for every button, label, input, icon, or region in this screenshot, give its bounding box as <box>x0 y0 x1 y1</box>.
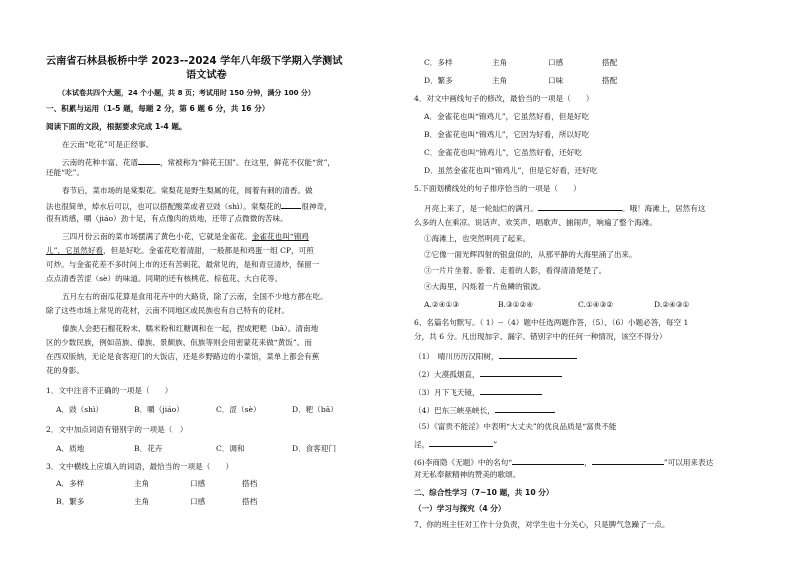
answer-blank[interactable] <box>592 456 664 465</box>
underlined-sentence: 儿”，它虽然好看 <box>46 246 104 255</box>
passage-line: 可炒。与金雀花差不多时间上市的还有苦刺花，最常见的，是和青豆清炒，保留一 <box>46 260 320 269</box>
option-word: 搭档 <box>242 497 258 506</box>
passage-line: 春节后，菜市场的是棠梨花。棠梨花是野生梨属的花，闻着有刺的清香。做 <box>62 186 313 195</box>
exam-note: （本试卷共四个大题，24 个小题，共 8 页；考试用时 150 分钟，满分 100 分） <box>58 89 315 97</box>
section-heading-1: 一、积累与运用（1-5 题，每题 2 分，第 6 题 6 分，共 16 分） <box>46 104 270 113</box>
option[interactable]: D．食客迎门 <box>292 444 337 453</box>
passage-line: 很有质感，嚼（jiáo）劲十足，有点像肉的质地，还带了点微微的苦味。 <box>46 214 288 223</box>
option-word: 搭配 <box>602 58 618 67</box>
passage-line: 在西双版纳，无论是食客迎门的大饭店，还是乡野路边的小菜馆，菜单上都会有蕉 <box>46 352 320 361</box>
passage-line: 点点清香苦涩（sè）的味道。同期的还有核桃花、棕苞花、大白花等。 <box>46 274 283 283</box>
exam-title: 云南省石林县板桥中学 2023--2024 学年八年级下学期入学测试 <box>46 56 343 67</box>
option-word: 主角 <box>134 479 150 488</box>
question-2: 2．文中加点词语有错别字的一项是（ ） <box>46 425 188 434</box>
option[interactable]: C．调和 <box>216 444 245 453</box>
subsection-heading: （一）学习与探究（4 分） <box>414 504 506 513</box>
fill-blank <box>538 202 622 211</box>
option[interactable]: C．金雀花也叫“锦鸡儿”，它虽然好看，还好吃 <box>424 148 582 157</box>
passage-line: 月亮上来了，是一轮灿烂的满月。 。哦！海滩上，居然有这 <box>424 204 706 213</box>
section-heading-2: 二、综合性学习（7~10 题，共 10 分） <box>414 488 554 497</box>
passage-line: 区的少数民族，例如苗族、傣族、景颇族、佤族等则会用密蒙花来做“黄饭”。而 <box>46 338 312 347</box>
answer-blank[interactable] <box>512 456 584 465</box>
option[interactable]: A.②④①③ <box>424 300 460 309</box>
option[interactable]: B．嚼（jiáo） <box>134 405 184 414</box>
recite-item: (6)李商隐《无题》中的名句“ ， ”可以用来表达 <box>414 458 714 467</box>
sentence-choice: ②它像一面光辉四射的银盘似的，从那平静的大海里涌了出来。 <box>424 250 637 259</box>
sentence-choice: ①海滩上，也突然明亮了起来。 <box>424 234 531 243</box>
recite-item: 对无私奉献精神的赞美的歌颂。 <box>414 470 521 479</box>
option[interactable]: A．质地 <box>56 444 85 453</box>
passage-line: 么多的人在乘凉。说话声、欢笑声、唱歌声、捕闹声，响遍了整个海滩。 <box>414 218 657 227</box>
option-word: 主角 <box>134 497 150 506</box>
option[interactable]: C．多样 <box>424 58 453 67</box>
question-6: 6、名篇名句默写。（ 1）--（4）题中任选两题作答，（5）、（6）小题必答，每空 1 <box>414 318 689 327</box>
passage-line: 除了这些市场上常见的花材，云南不同地区或民族也有自己特有的花材。 <box>46 306 289 315</box>
exam-subtitle: 语文试卷 <box>186 70 227 81</box>
option-word: 口感 <box>548 58 564 67</box>
answer-blank[interactable] <box>495 404 555 413</box>
reading-instruction: 阅读下面的文段，根据要求完成 1-4 题。 <box>46 122 187 131</box>
sentence-choice: ④大海里，闪烁着一片鱼鳞的银波。 <box>424 282 546 291</box>
option[interactable]: D．粑（bā） <box>292 405 338 414</box>
recite-item: （4）巴东三峡巫峡长， <box>414 404 555 416</box>
option[interactable]: D．繁多 <box>424 76 453 85</box>
option-word: 口感 <box>190 479 206 488</box>
passage-line: 法也很简单，焯水后可以，也可以搭配酸菜或者豆豉（shì）。棠梨花的 很神奇， <box>46 202 332 211</box>
answer-blank[interactable] <box>480 386 542 395</box>
passage-line: 儿”，它虽然好看，但是好吃。金雀花吃着清甜，一般都是和鸡蛋一组 CP，可煎 <box>46 246 314 255</box>
fill-blank <box>281 200 301 209</box>
passage-line: 还能“吃”。 <box>46 168 85 177</box>
option[interactable]: A．金雀花也叫“锦鸡儿”，它虽然好看，但是好吃 <box>424 112 590 121</box>
option[interactable]: B．金雀花也叫“锦鸡儿”，它因为好看，所以好吃 <box>424 130 590 139</box>
recite-item: 淫， ” <box>414 440 498 449</box>
option-word: 口感 <box>190 497 206 506</box>
recite-item: （5）《富贵不能淫》中表明“大丈夫”的优良品质是“富贵不能 <box>414 422 617 431</box>
option-word: 主角 <box>492 58 508 67</box>
option[interactable]: B.③①②④ <box>498 300 534 309</box>
recite-item: （1） 晴川历历汉阳树， <box>414 350 577 362</box>
question-1: 1．文中注音不正确的一项是（ ） <box>46 386 173 395</box>
passage-line: 云南的花种丰富、花谱 ，常被称为“鲜花王国”。在这里，鲜花不仅能“赏”， <box>62 158 335 167</box>
passage-line: 三四月份云南的菜市场摆满了黄色小花，它就是金雀花。金雀花也叫“锦鸡 <box>62 232 309 241</box>
option[interactable]: D．虽然金雀花也叫“锦鸡儿”，但是它好看，还好吃 <box>424 166 598 175</box>
option[interactable]: A．多样 <box>56 479 85 488</box>
option[interactable]: C.①④③② <box>578 300 614 309</box>
option-word: 口味 <box>548 76 564 85</box>
passage-line: 傣族人会把石榴花粉末、糯米粉和红糖调和在一起，捏成粑粑（bā）。清南地 <box>62 324 319 333</box>
sentence-choice: ③一片片坐着、卧着、走着的人影，看得清清楚楚了。 <box>424 266 607 275</box>
option[interactable]: C．涩（sè） <box>216 405 261 414</box>
option-word: 主角 <box>492 76 508 85</box>
underlined-sentence: 金雀花也叫“锦鸡 <box>251 232 309 241</box>
passage-line: 花的身影。 <box>46 366 84 375</box>
question-3: 3．文中横线上应填入的词语，最恰当的一项是（ ） <box>46 462 234 471</box>
passage-line: 在云南“吃花”可是正经事。 <box>62 140 154 149</box>
passage-line: 五月左右的南瓜花算是食用花卉中的大路货，除了云南，全国不少地方都在吃。 <box>62 292 328 301</box>
option[interactable]: A．豉（shì） <box>56 405 104 414</box>
option[interactable]: B．花卉 <box>134 444 163 453</box>
question-4: 4．对文中画线句子的修改，最恰当的一项是（ ） <box>414 94 594 103</box>
option-word: 搭档 <box>242 479 258 488</box>
recite-item: （3）月下飞天镜， <box>414 386 542 398</box>
option-word: 搭配 <box>602 76 618 85</box>
answer-blank[interactable] <box>499 350 577 359</box>
question-5: 5.下面划横线处的句子排序恰当的一项是（ ） <box>414 184 581 193</box>
option[interactable]: B．繁多 <box>56 497 85 506</box>
question-6-rule: 分，共 6 分。凡出现加字、漏字、错别字中的任何一种情况，该空不得分） <box>414 332 667 341</box>
answer-blank[interactable] <box>429 438 493 447</box>
answer-blank[interactable] <box>480 368 562 377</box>
recite-item: （2）大漠孤烟直， <box>414 368 562 380</box>
option[interactable]: D.②④③① <box>654 300 690 309</box>
question-7: 7、你的班主任对工作十分负责，对学生也十分关心，只是脾气急躁了一点。 <box>414 520 670 529</box>
fill-blank <box>138 156 160 165</box>
